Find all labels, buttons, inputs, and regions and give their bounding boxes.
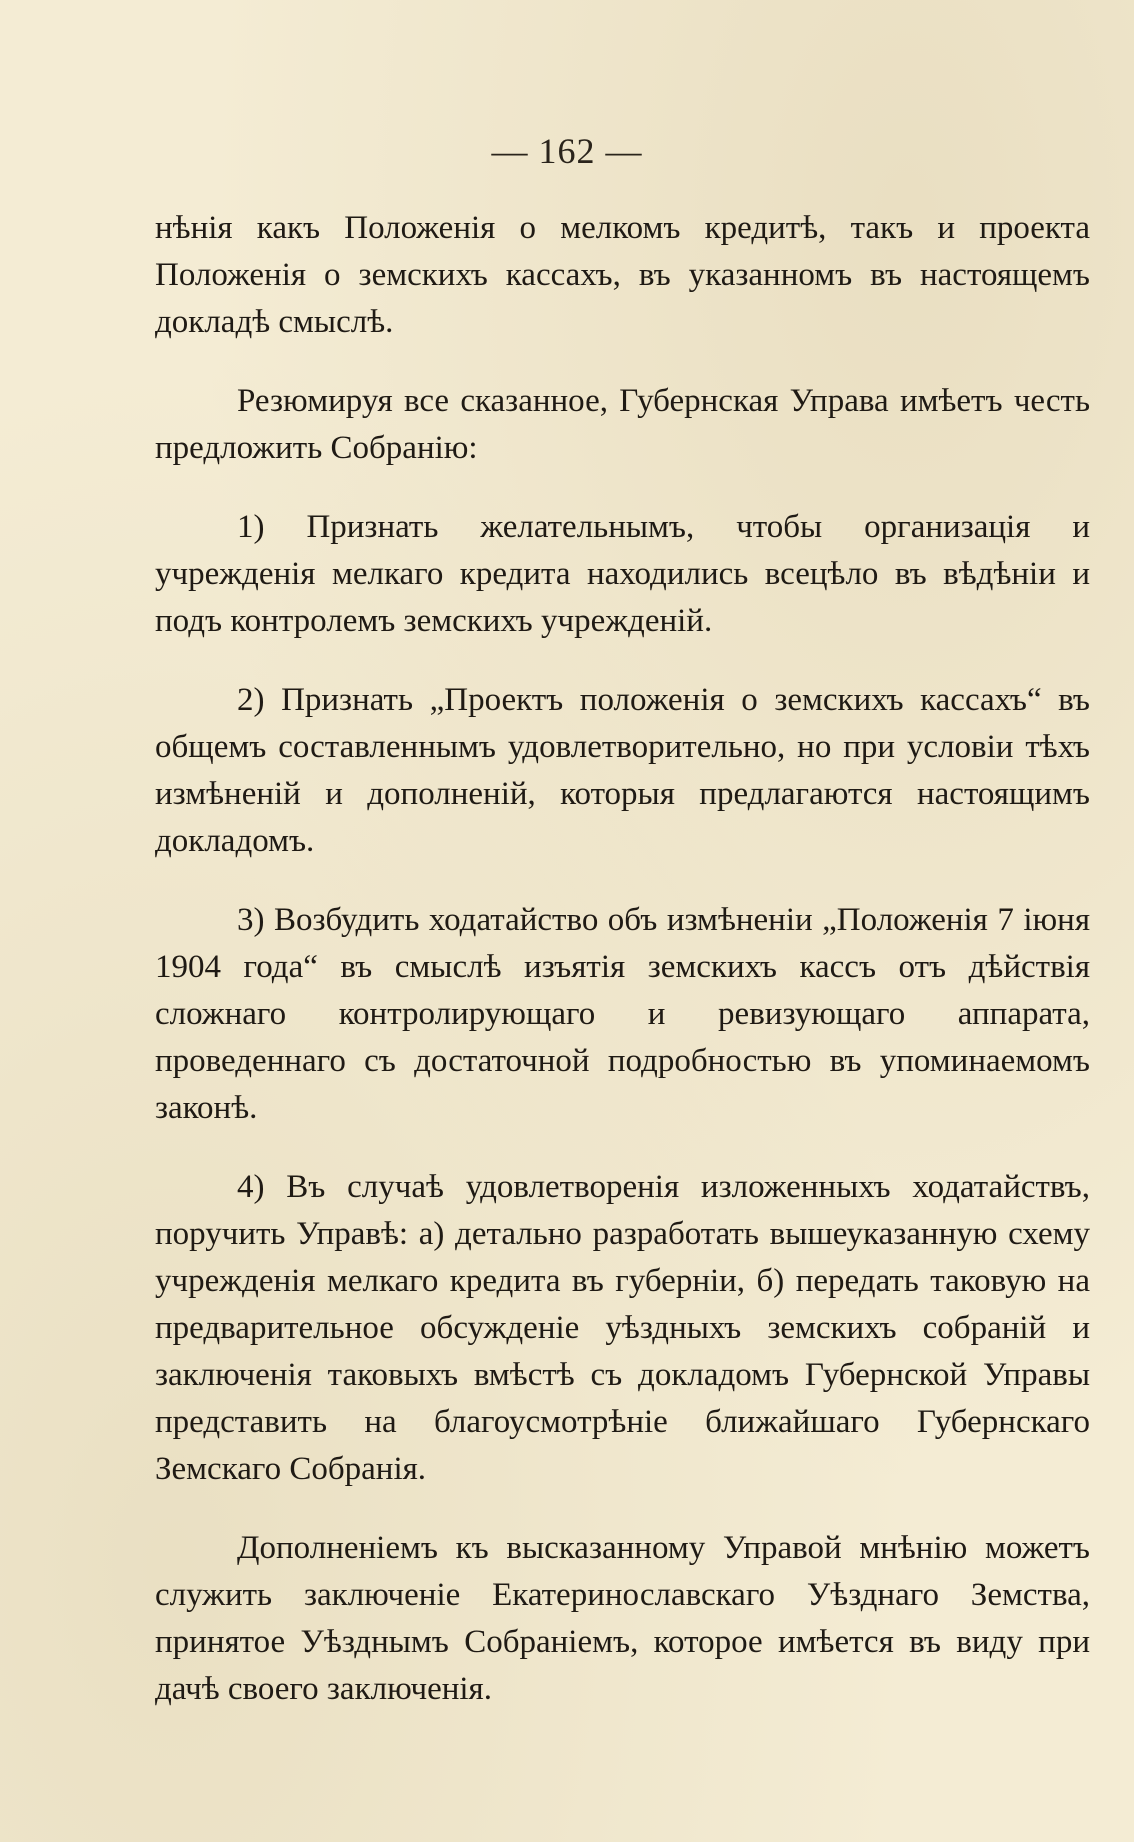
paragraph-resolution-intro: Резюмируя все сказанное, Губернская Управа имѣетъ честь предложить Собранію: <box>155 383 1090 466</box>
body-text <box>155 205 1090 1713</box>
paragraph-point-4: 4) Въ случаѣ удовлетворенія изложенныхъ ходатайствъ, поручить Управѣ: а) детально разработать вышеуказанную схему учрежденія мелкаго кредита въ губерніи, б) передать таковую на предварительное обсужденіе уѣздныхъ земскихъ собраній и заключенія таковыхъ вмѣстѣ съ докладомъ Губернской Управы представить на благоусмотрѣніе ближайшаго Губернскаго Земскаго Собранія. <box>155 1169 1090 1487</box>
paragraph-point-3: 3) Возбудить ходатайство объ измѣненіи „Положенія 7 іюня 1904 года“ въ смыслѣ изъятія земскихъ кассъ отъ дѣйствія сложнаго контролирующаго и ревизующаго аппарата, проведеннаго съ достаточной подробностью въ упоминаемомъ законѣ. <box>155 902 1090 1126</box>
paragraph-point-1: 1) Признать желательнымъ, чтобы организація и учрежденія мелкаго кредита находились всецѣло въ вѣдѣніи и подъ контролемъ земскихъ учрежденій. <box>155 509 1090 639</box>
paragraph-point-2: 2) Признать „Проектъ положенія о земскихъ кассахъ“ въ общемъ составленнымъ удовлетворительно, но при условіи тѣхъ измѣненій и дополненій, которыя предлагаются настоящимъ докладомъ. <box>155 682 1090 859</box>
paragraph-addendum: Дополненіемъ къ высказанному Управой мнѣнію можетъ служить заключеніе Екатеринославскаго Уѣзднаго Земства, принятое Уѣзднымъ Собраніемъ, которое имѣется въ виду при дачѣ своего заключенія. <box>155 1530 1090 1707</box>
paragraph-continuation: нѣнія какъ Положенія о мелкомъ кредитѣ, такъ и проекта Положенія о земскихъ кассахъ, въ указанномъ въ настоящемъ докладѣ смыслѣ. <box>155 210 1090 340</box>
page-number: — 162 — <box>491 131 643 171</box>
